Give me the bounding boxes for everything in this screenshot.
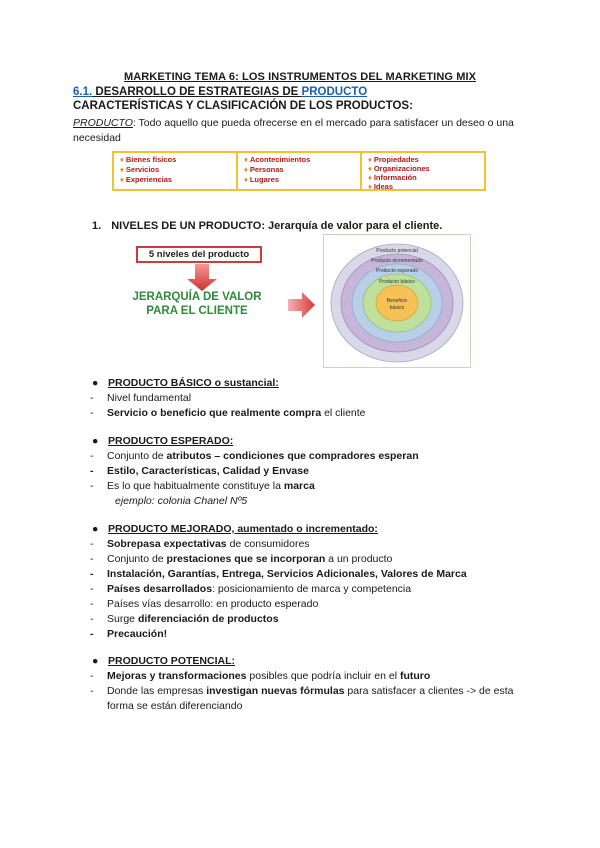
section-potencial <box>92 654 532 714</box>
ring-label-basico: Producto básico <box>379 279 415 285</box>
core-label-1: Beneficio <box>386 298 408 304</box>
list-item: - Países desarrollados: posicionamiento de marca y competencia <box>90 582 532 597</box>
list-item: - Precaución! <box>90 627 532 642</box>
levels-diagram <box>323 234 471 368</box>
product-types-box <box>112 151 486 191</box>
niveles-number: 1. <box>92 220 102 232</box>
list-item: - Es lo que habitualmente constituye la marca <box>90 479 532 494</box>
list-item: ♦ Experiencias <box>120 175 173 184</box>
list-item: - Países vías desarrollo: en producto esperado <box>90 597 532 612</box>
product-definition <box>73 116 533 146</box>
potencial-heading: ● PRODUCTO POTENCIAL: <box>92 655 235 667</box>
subtitle: CARACTERÍSTICAS Y CLASIFICACIÓN DE LOS PRODUCTOS: <box>73 100 413 112</box>
producto-link[interactable]: PRODUCTO <box>301 86 368 98</box>
section-mejorado <box>92 522 532 642</box>
list-item: - Mejoras y transformaciones posibles que podría incluir en el futuro <box>90 669 532 684</box>
niveles-heading <box>92 220 442 232</box>
list-item: ♦ Propiedades <box>368 155 419 164</box>
down-arrow-icon <box>186 264 218 292</box>
list-item: ♦ Servicios <box>120 165 160 174</box>
basico-heading: ● PRODUCTO BÁSICO o sustancial: <box>92 377 279 389</box>
ring-label-incrementado: Producto incrementado <box>371 258 423 264</box>
list-item: - Sobrepasa expectativas de consumidores <box>90 537 532 552</box>
list-item: ♦ Información <box>368 173 417 182</box>
esperado-heading: ● PRODUCTO ESPERADO: <box>92 435 234 447</box>
mejorado-heading: ● PRODUCTO MEJORADO, aumentado o incrementado: <box>92 523 378 535</box>
list-item: ♦ Acontecimientos <box>244 155 311 164</box>
list-item: ♦ Lugares <box>244 175 280 184</box>
list-item: - Servicio o beneficio que realmente compra el cliente <box>90 406 532 421</box>
list-item: - Conjunto de atributos – condiciones que compradores esperan <box>90 449 532 464</box>
niveles-heading-text: NIVELES DE UN PRODUCTO: Jerarquía de valor para el cliente. <box>111 220 443 232</box>
section-number-link[interactable]: 6.1. <box>73 86 93 98</box>
jerarquia-label: JERARQUÍA DE VALOR PARA EL CLIENTE <box>132 291 262 317</box>
list-item: - Instalación, Garantías, Entrega, Servicios Adicionales, Valores de Marca <box>90 567 532 582</box>
definition-term: PRODUCTO <box>73 117 133 129</box>
definition-text: : Todo aquello que pueda ofrecerse en el mercado para satisfacer un deseo o una necesidad <box>73 117 514 144</box>
product-types-col-2 <box>238 153 362 189</box>
core-label-2: básico <box>389 305 405 311</box>
five-levels-label: 5 niveles del producto <box>136 246 262 263</box>
product-types-col-1 <box>114 153 238 189</box>
ring-label-potencial: Producto potencial <box>376 248 418 254</box>
list-item: - Surge diferenciación de productos <box>90 612 532 627</box>
list-item: ♦ Ideas <box>368 182 394 191</box>
list-item: - Estilo, Características, Calidad y Envase <box>90 464 532 479</box>
example-text: ejemplo: colonia Chanel Nº5 <box>115 495 248 507</box>
list-item: - Conjunto de prestaciones que se incorporan a un producto <box>90 552 532 567</box>
right-arrow-icon <box>288 292 316 318</box>
section-heading <box>73 86 367 98</box>
list-item: ♦ Personas <box>244 165 284 174</box>
ring-label-esperado: Producto esperado <box>375 268 419 274</box>
list-item: - Nivel fundamental <box>90 391 532 406</box>
concentric-rings-chart <box>324 235 470 367</box>
section-basico <box>92 376 532 421</box>
list-item: ♦ Bienes físicos <box>120 155 177 164</box>
list-item: - Donde las empresas investigan nuevas fórmulas para satisfacer a clientes -> de esta forma se están diferenciando <box>90 684 532 714</box>
product-types-col-3 <box>362 153 484 189</box>
document-title: MARKETING TEMA 6: LOS INSTRUMENTOS DEL MARKETING MIX <box>123 71 477 83</box>
list-item: ♦ Organizaciones <box>368 164 430 173</box>
section-heading-text: DESARROLLO DE ESTRATEGIAS DE <box>92 86 302 98</box>
section-esperado <box>92 434 532 509</box>
